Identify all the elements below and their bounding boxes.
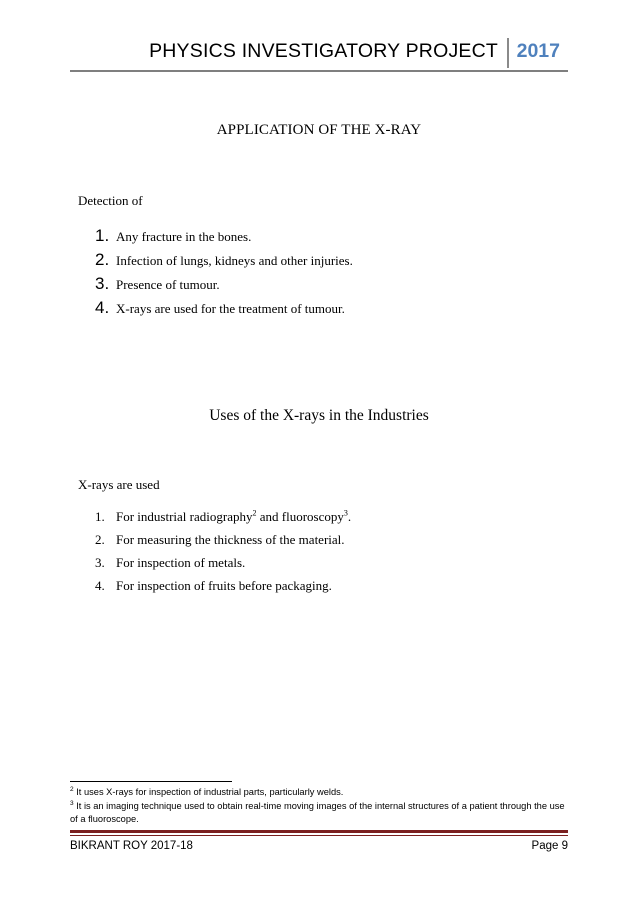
list-number: 1.: [95, 509, 105, 524]
list-number: 2.: [95, 250, 110, 269]
list-item: [95, 224, 353, 248]
list-item: [95, 528, 351, 551]
industries-intro: X-rays are used: [78, 477, 160, 492]
list-text: For industrial radiography: [116, 509, 253, 524]
list-number: 3.: [95, 274, 110, 293]
list-item: [95, 272, 353, 296]
footnote-mark: 2: [70, 785, 74, 793]
list-number: 4.: [95, 298, 110, 317]
industries-list: [95, 505, 351, 597]
footer-page-number: Page 9: [531, 840, 568, 852]
header-separator: [507, 38, 509, 68]
list-number: 3.: [95, 555, 105, 570]
list-item: [95, 551, 351, 574]
footnote-text: It uses X-rays for inspection of industrial parts, particularly welds.: [73, 787, 344, 797]
detection-list: [95, 224, 353, 320]
list-text: For inspection of metals.: [116, 555, 246, 570]
header-year: 2017: [516, 40, 560, 62]
list-text: and fluoroscopy: [256, 509, 344, 524]
list-text: .: [347, 509, 352, 524]
list-text: X-rays are used for the treatment of tumour.: [116, 301, 345, 316]
footer-rule-thin: [70, 835, 568, 836]
detection-intro: Detection of: [78, 193, 143, 208]
footnotes: [70, 786, 570, 827]
list-text: Any fracture in the bones.: [116, 229, 252, 244]
list-item: [95, 505, 351, 528]
header-rule: [70, 70, 568, 72]
section-title-industries: Uses of the X-rays in the Industries: [209, 407, 429, 424]
list-text: Presence of tumour.: [116, 277, 220, 292]
list-text: For measuring the thickness of the material.: [116, 532, 345, 547]
list-item: [95, 574, 351, 597]
footnote-ref[interactable]: 2: [252, 508, 257, 518]
footnote: [70, 800, 570, 827]
list-item: [95, 248, 353, 272]
footer-author: BIKRANT ROY 2017-18: [70, 840, 193, 852]
footer-rule: [70, 830, 568, 833]
footnote-rule: [70, 781, 232, 782]
footnote-ref[interactable]: 3: [343, 508, 348, 518]
list-number: 4.: [95, 578, 105, 593]
list-text: For inspection of fruits before packaging.: [116, 578, 332, 593]
list-number: 1.: [95, 226, 110, 245]
header-title: PHYSICS INVESTIGATORY PROJECT: [149, 40, 498, 62]
footnote-mark: 3: [70, 799, 74, 807]
list-number: 2.: [95, 532, 105, 547]
header-bar: [70, 38, 568, 70]
footnote: [70, 786, 570, 800]
list-item: [95, 296, 353, 320]
section-title-application: APPLICATION OF THE X-RAY: [216, 122, 422, 138]
list-text: Infection of lungs, kidneys and other injuries.: [116, 253, 353, 268]
footnote-text: It is an imaging technique used to obtain real-time moving images of the internal structures of a patient through the use of a fluoroscope.: [70, 800, 565, 824]
